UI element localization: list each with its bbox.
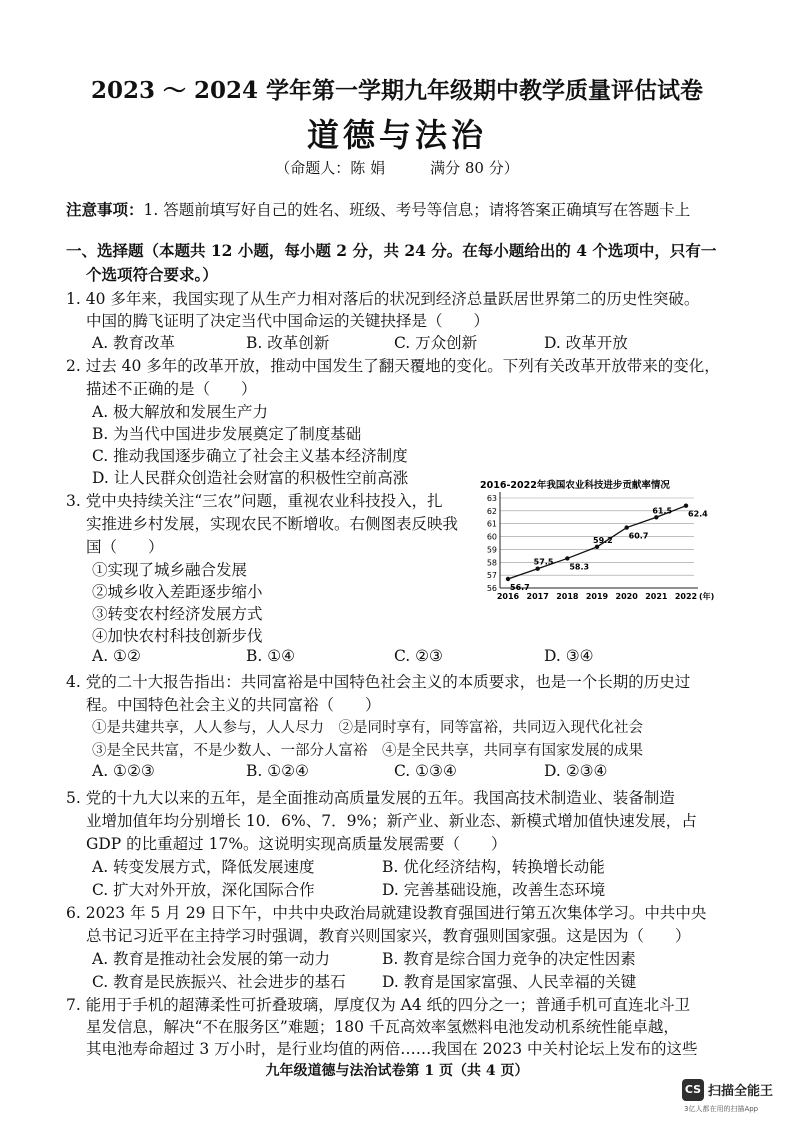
- data-label: 59.2: [593, 535, 613, 545]
- q6-option-d: D. 教育是国家富强、人民幸福的关键: [382, 973, 637, 991]
- section-heading: 一、选择题（本题共 12 小题，每小题 2 分，共 24 分。在每小题给出的 4 个选项中，只有一: [66, 241, 717, 260]
- q3-option-d: D. ③④: [544, 647, 594, 665]
- agri-tech-chart: [472, 476, 722, 606]
- q6-text: 6. 2023 年 5 月 29 日下午，中共中央政治局就建设教育强国进行第五次集体学习。中共中央: [66, 904, 707, 922]
- camscanner-logo-icon: CS: [682, 1079, 704, 1101]
- q5-text-cont: 业增加值年均分别增长 10．6%、7．9%；新产业、新业态、新模式增加值快速发展，占: [86, 812, 697, 830]
- q4-option-c: C. ①③④: [394, 762, 457, 780]
- chart-title: 2016-2022年我国农业科技进步贡献率情况: [480, 480, 670, 491]
- q4-text: 4. 党的二十大报告指出：共同富裕是中国特色社会主义的本质要求，也是一个长期的历史过: [66, 673, 691, 691]
- data-label: 61.5: [652, 506, 673, 516]
- x-tick-label: 2020: [615, 592, 638, 601]
- data-point: [595, 545, 599, 549]
- q6-option-c: C. 教育是民族振兴、社会进步的基石: [92, 973, 346, 991]
- q3-option-c: C. ②③: [394, 647, 443, 665]
- y-tick-label: 62: [486, 506, 497, 516]
- x-tick-label: 2016: [496, 592, 520, 601]
- data-point: [565, 556, 569, 560]
- q2-text: 2. 过去 40 多年的改革开放，推动中国发生了翻天覆地的变化。下列有关改革开放带来的变化，: [66, 357, 720, 375]
- q1-option-c: C. 万众创新: [394, 334, 478, 352]
- q4-option-d: D. ②③④: [544, 762, 608, 780]
- q3-item-1: ①实现了城乡融合发展: [92, 561, 248, 579]
- y-tick-label: 59: [486, 545, 497, 555]
- x-tick-label: 2018: [556, 592, 579, 601]
- q5-option-a: A. 转变发展方式，降低发展速度: [92, 858, 315, 876]
- x-tick-label: 2017: [526, 592, 549, 601]
- scanner-name: 扫描全能王: [708, 1084, 774, 1099]
- q3-option-b: B. ①④: [246, 647, 296, 665]
- q4-option-b: B. ①②④: [246, 762, 309, 780]
- q3-text-cont2: 国（ ）: [86, 538, 164, 556]
- data-label: 56.7: [510, 583, 530, 592]
- q3-option-a: A. ①②: [92, 647, 141, 665]
- data-point: [684, 504, 688, 508]
- q7-text-cont2: 其电池寿命超过 3 万小时，是行业均值的两倍……我国在 2023 中关村论坛上发布的这些: [86, 1040, 698, 1058]
- q1-option-a: A. 教育改革: [92, 334, 176, 352]
- q2-option-d: D. 让人民群众创造社会财富的积极性空前高涨: [92, 469, 409, 487]
- section-heading-cont: 个选项符合要求。）: [86, 265, 218, 284]
- q4-text-cont: 程。中国特色社会主义的共同富裕（ ）: [86, 696, 381, 714]
- exam-title: 2023 ～ 2024 学年第一学期九年级期中教学质量评估试卷: [90, 77, 704, 104]
- data-point: [535, 567, 539, 571]
- scanner-tagline: 3亿人都在用的扫描App: [684, 1105, 759, 1113]
- q6-text-cont: 总书记习近平在主持学习时强调，教育兴则国家兴，教育强则国家强。这是因为（ ）: [86, 927, 691, 945]
- y-tick-label: 63: [486, 494, 497, 503]
- q4-items-line2: ③是全民共富，不是少数人、一部分人富裕 ④是全民共享，共同享有国家发展的成果: [92, 743, 643, 759]
- q1-option-b: B. 改革创新: [246, 334, 330, 352]
- q7-text-cont: 星发信息，解决“不在服务区”难题；180 千瓦高效率氢燃料电池发动机系统性能卓越，: [86, 1018, 679, 1036]
- q5-text-cont2: GDP 的比重超过 17%。这说明实现高质量发展需要（ ）: [86, 835, 507, 853]
- q2-option-a: A. 极大解放和发展生产力: [92, 403, 269, 421]
- y-tick-label: 58: [486, 558, 497, 568]
- x-tick-label: 2021: [645, 592, 668, 601]
- data-point: [506, 577, 510, 581]
- q4-items-line1: ①是共建共享，人人参与，人人尽力 ②是同时享有，同等富裕，共同迈入现代化社会: [92, 720, 643, 736]
- q1-text-cont: 中国的腾飞证明了决定当代中国命运的关键抉择是（ ）: [86, 312, 490, 330]
- data-label: 60.7: [628, 531, 649, 541]
- q3-item-2: ②城乡收入差距逐步缩小: [92, 583, 263, 601]
- q3-item-3: ③转变农村经济发展方式: [92, 605, 263, 623]
- data-point: [624, 525, 628, 529]
- q2-text-cont: 描述不正确的是（ ）: [86, 380, 257, 398]
- notice: [66, 198, 690, 220]
- q5-option-d: D. 完善基础设施，改善生态环境: [382, 881, 606, 899]
- y-tick-label: 56: [486, 584, 497, 593]
- q3-text-cont: 实推进乡村发展，实现农民不断增收。右侧图表反映我: [86, 515, 459, 533]
- q3-text: 3. 党中央持续关注“三农”问题，重视农业科技投入，扎: [66, 492, 443, 510]
- q6-option-a: A. 教育是推动社会发展的第一动力: [92, 950, 331, 968]
- x-unit-label: (年): [699, 592, 715, 601]
- x-tick-label: 2022: [674, 592, 698, 601]
- q3-item-4: ④加快农村科技创新步伐: [92, 627, 263, 645]
- y-tick-label: 61: [486, 519, 497, 529]
- exam-meta: （命题人：陈 娟 满分 80 分）: [275, 159, 519, 177]
- q5-option-b: B. 优化经济结构，转换增长动能: [382, 858, 605, 876]
- q1-option-d: D. 改革开放: [544, 334, 628, 352]
- q2-option-c: C. 推动我国逐步确立了社会主义基本经济制度: [92, 447, 408, 465]
- subject-title: 道德与法治: [306, 116, 487, 154]
- notice-text: 1. 答题前填写好自己的姓名、班级、考号等信息；请将答案正确填写在答题卡上: [143, 201, 691, 219]
- y-tick-label: 57: [486, 571, 497, 581]
- q6-option-b: B. 教育是综合国力竞争的决定性因素: [382, 950, 636, 968]
- data-label: 58.3: [569, 562, 590, 572]
- data-label: 62.4: [688, 509, 708, 519]
- q1-text: 1. 40 多年来，我国实现了从生产力相对落后的状况到经济总量跃居世界第二的历史性突破。: [66, 290, 700, 308]
- q5-text: 5. 党的十九大以来的五年，是全面推动高质量发展的五年。我国高技术制造业、装备制造: [66, 789, 675, 807]
- q2-option-b: B. 为当代中国进步发展奠定了制度基础: [92, 425, 362, 443]
- q7-text: 7. 能用于手机的超薄柔性可折叠玻璃，厚度仅为 A4 纸的四分之一；普通手机可直连北斗卫: [66, 996, 691, 1014]
- page-footer: 九年级道德与法治试卷第 1 页（共 4 页）: [265, 1063, 529, 1079]
- y-tick-label: 60: [486, 532, 497, 542]
- data-point: [654, 515, 658, 519]
- q5-option-c: C. 扩大对外开放，深化国际合作: [92, 881, 315, 899]
- x-tick-label: 2019: [585, 592, 609, 601]
- notice-label: 注意事项：: [66, 200, 144, 219]
- data-label: 57.5: [533, 557, 554, 567]
- q4-option-a: A. ①②③: [92, 762, 155, 780]
